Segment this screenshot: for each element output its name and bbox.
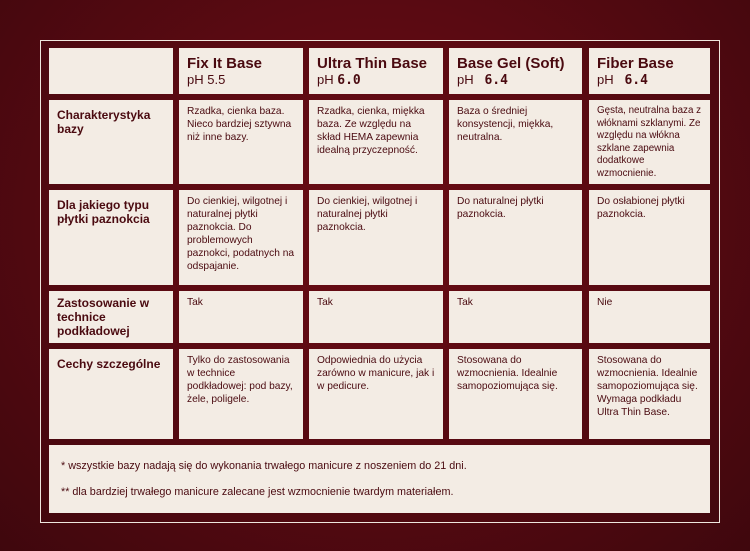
header-base-gel-soft xyxy=(449,48,582,94)
row-label-typ-plytki: Dla jakiego typu płytki paznokcia xyxy=(49,190,173,285)
table-cell: Rzadka, cienka baza. Nieco bardziej sztywna niż inne bazy. xyxy=(179,100,303,184)
table-cell: Do cienkiej, wilgotnej i naturalnej płytki paznokcia. xyxy=(309,190,443,285)
header-fiber-base xyxy=(589,48,710,94)
table-cell: Rzadka, cienka, miękka baza. Ze względu na skład HEMA zapewnia idealną przyczepność. xyxy=(309,100,443,184)
table-cell: Stosowana do wzmocnienia. Idealnie samopoziomująca się. xyxy=(449,349,582,439)
row-label-zastosowanie: Zastosowanie w technice podkładowej xyxy=(49,291,173,343)
column-name: Fix It Base xyxy=(187,55,263,72)
header-fix-it-base xyxy=(179,48,303,94)
table-cell: Odpowiednia do użycia zarówno w manicure, jak i w pedicure. xyxy=(309,349,443,439)
table-cell: Do osłabionej płytki paznokcia. xyxy=(589,190,710,285)
footnotes-panel xyxy=(49,445,710,513)
column-ph: pH 5.5 xyxy=(187,72,226,87)
table-cell: Tak xyxy=(309,291,443,343)
row-label-cechy: Cechy szczególne xyxy=(49,349,173,439)
column-ph: pH 6.4 xyxy=(597,72,648,88)
table-cell: Tak xyxy=(179,291,303,343)
header-empty-cell xyxy=(49,48,173,94)
table-cell: Nie xyxy=(589,291,710,343)
column-name: Ultra Thin Base xyxy=(317,55,428,72)
column-name: Fiber Base xyxy=(597,55,674,72)
table-cell: Tak xyxy=(449,291,582,343)
footnote-2: ** dla bardziej trwałego manicure zalecane jest wzmocnienie twardym materiałem. xyxy=(61,486,454,498)
footnote-1: * wszystkie bazy nadają się do wykonania trwałego manicure z noszeniem do 21 dni. xyxy=(61,460,467,472)
table-cell: Baza o średniej konsystencji, miękka, neutralna. xyxy=(449,100,582,184)
header-ultra-thin-base xyxy=(309,48,443,94)
table-cell: Stosowana do wzmocnienia. Idealnie samopoziomująca się. Wymaga podkładu Ultra Thin Base. xyxy=(589,349,710,439)
table-cell: Do naturalnej płytki paznokcia. xyxy=(449,190,582,285)
row-label-charakterystyka: Charakterystyka bazy xyxy=(49,100,173,184)
table-cell: Tylko do zastosowania w technice podkładowej: pod bazy, żele, poligele. xyxy=(179,349,303,439)
column-name: Base Gel (Soft) xyxy=(457,55,565,72)
table-cell: Gęsta, neutralna baza z włóknami szklanymi. Ze względu na włókna szklane zapewnia dodatkowe wzmocnienie. xyxy=(589,100,710,184)
column-ph: pH 6.4 xyxy=(457,72,508,88)
table-cell: Do cienkiej, wilgotnej i naturalnej płytki paznokcia. Do problemowych paznokci, podatnych na odspajanie. xyxy=(179,190,303,285)
column-ph: pH 6.0 xyxy=(317,72,361,88)
